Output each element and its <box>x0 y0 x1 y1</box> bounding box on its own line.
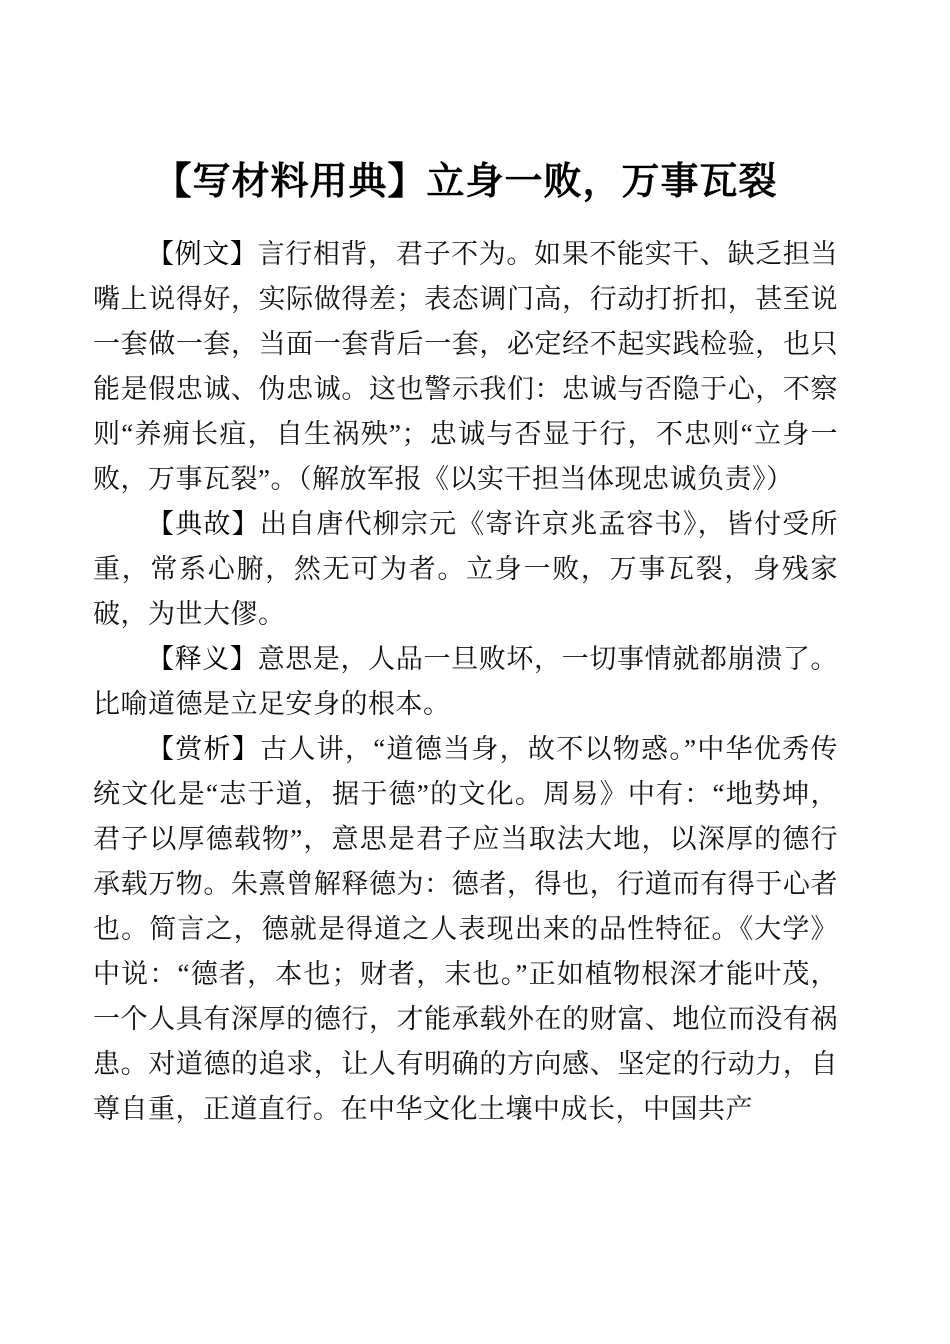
section-label-liwen: 【例文】 <box>147 239 258 269</box>
section-label-shangxi: 【赏析】 <box>147 734 261 764</box>
section-text-shangxi: 古人讲，“道德当身，故不以物惑。”中华优秀传统文化是“志于道，据于德”的文化。周易》中有：“地势坤，君子以厚德载物”，意思是君子应当取法大地，以深厚的德行承载万物。朱熹曾解释德为：德者，得也，行道而有得于心者也。简言之，德就是得道之人表现出来的品性特征。《大学》中说：“德者，本也；财者，末也。”正如植物根深才能叶茂，一个人具有深厚的德行，才能承载外在的财富、地位而没有祸患。对道德的追求，让人有明确的方向感、坚定的行动力，自尊自重，正道直行。在中华文化土壤中成长，中国共产 <box>93 734 838 1124</box>
section-text-diangu: 出自唐代柳宗元《寄许京兆孟容书》，皆付受所重，常系心腑，然无可为者。立身一败，万事瓦裂，身残家破，为世大僇。 <box>93 509 839 629</box>
document-title: 【写材料用典】立身一败，万事瓦裂 <box>153 161 778 204</box>
paragraph-shiyi <box>93 637 838 727</box>
section-label-diangu: 【典故】 <box>147 509 260 539</box>
paragraph-diangu <box>93 502 838 637</box>
paragraph-liwen <box>93 232 838 502</box>
paragraph-shangxi <box>93 727 838 1132</box>
section-text-shiyi: 意思是，人品一旦败坏，一切事情就都崩溃了。比喻道德是立足安身的根本。 <box>93 644 839 719</box>
section-text-liwen: 言行相背，君子不为。如果不能实干、缺乏担当嘴上说得好，实际做得差；表态调门高，行动打折扣，甚至说一套做一套，当面一套背后一套，必定经不起实践检验，也只能是假忠诚、伪忠诚。这也警示我们：忠诚与否隐于心，不察则“养痈长疽，自生祸殃”；忠诚与否显于行，不忠则“立身一败，万事瓦裂”。（解放军报《以实干担当体现忠诚负责》） <box>93 239 839 494</box>
document-body <box>93 232 838 1132</box>
section-label-shiyi: 【释义】 <box>147 644 258 674</box>
